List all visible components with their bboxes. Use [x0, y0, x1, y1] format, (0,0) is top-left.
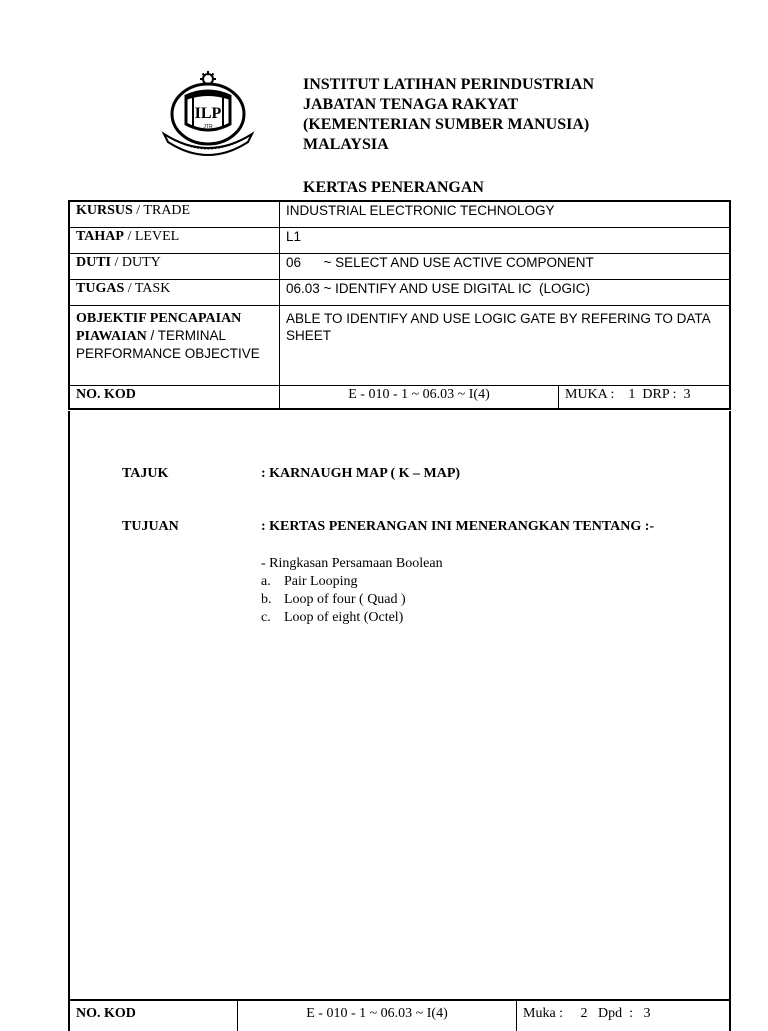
list-item-text: Loop of eight (Octel): [284, 610, 404, 625]
value-tugas: 06.03 ~ IDENTIFY AND USE DIGITAL IC (LOGIC): [280, 279, 731, 305]
value-duti: 06 ~ SELECT AND USE ACTIVE COMPONENT: [280, 253, 731, 279]
tujuan-value: : KERTAS PENERANGAN INI MENERANGKAN TENTANG :-: [261, 519, 655, 534]
list-heading: - Ringkasan Persamaan Boolean: [261, 556, 443, 571]
label-duti: DUTI: [76, 254, 112, 270]
institution-line-2: JABATAN TENAGA RAKYAT: [303, 96, 519, 113]
list-item-text: Loop of four ( Quad ): [284, 592, 406, 607]
footer-table: [68, 999, 731, 1031]
tajuk-value: : KARNAUGH MAP ( K – MAP): [261, 466, 461, 481]
footer-row: [69, 1000, 730, 1031]
list-item-letter: a.: [261, 574, 271, 589]
svg-text:JTR: JTR: [203, 124, 213, 130]
institution-line-4: MALAYSIA: [303, 136, 389, 153]
row-tahap: [69, 227, 730, 253]
row-kursus: [69, 201, 730, 227]
header-table: [68, 200, 731, 410]
institution-line-1: INSTITUT LATIHAN PERINDUSTRIAN: [303, 76, 595, 93]
label-no-kod: NO. KOD: [69, 385, 280, 409]
tajuk-label: TAJUK: [122, 466, 169, 481]
document-title: KERTAS PENERANGAN: [303, 179, 484, 196]
content-area: [68, 411, 731, 999]
footer-page-indicator: Muka : 2 Dpd : 3: [517, 1000, 731, 1031]
label-objektif: OBJEKTIF PENCAPAIAN: [76, 310, 242, 326]
label-duty: / DUTY: [111, 254, 161, 270]
footer-label-no-kod: NO. KOD: [69, 1000, 238, 1031]
list-item-letter: c.: [261, 610, 271, 625]
label-kursus: KURSUS: [76, 203, 133, 218]
value-objektif: ABLE TO IDENTIFY AND USE LOGIC GATE BY REFERING TO DATA SHEET: [280, 305, 731, 385]
label-terminal-performance-objective: / TERMINAL PERFORMANCE OBJECTIVE: [76, 327, 260, 361]
value-kursus: INDUSTRIAL ELECTRONIC TECHNOLOGY: [280, 201, 731, 227]
label-tahap: TAHAP: [76, 228, 124, 244]
label-task: / TASK: [124, 280, 171, 296]
label-tugas: TUGAS: [76, 280, 125, 296]
label-trade: / TRADE: [132, 203, 191, 218]
tujuan-label: TUJUAN: [122, 519, 179, 534]
list-item-text: Pair Looping: [284, 574, 358, 589]
institution-line-3: (KEMENTERIAN SUMBER MANUSIA): [303, 116, 590, 133]
list-item-letter: b.: [261, 592, 272, 607]
page-indicator: MUKA : 1 DRP : 3: [559, 385, 731, 409]
list-item: [261, 573, 443, 591]
institution-name: [303, 75, 594, 155]
institution-emblem-icon: [160, 70, 256, 162]
row-objektif: [69, 305, 730, 385]
footer-value-no-kod: E - 010 - 1 ~ 06.03 ~ I(4): [238, 1000, 517, 1031]
row-kod: [69, 385, 730, 409]
label-level: / LEVEL: [123, 228, 180, 244]
value-no-kod: E - 010 - 1 ~ 06.03 ~ I(4): [280, 385, 559, 409]
list-item: [261, 609, 443, 627]
svg-text:ILP: ILP: [194, 105, 222, 122]
list-item: [261, 591, 443, 609]
topic-list: [261, 555, 443, 627]
row-tugas: [69, 279, 730, 305]
label-piawaian: PIAWAIAN: [76, 328, 147, 344]
value-tahap: L1: [280, 227, 731, 253]
row-duti: [69, 253, 730, 279]
